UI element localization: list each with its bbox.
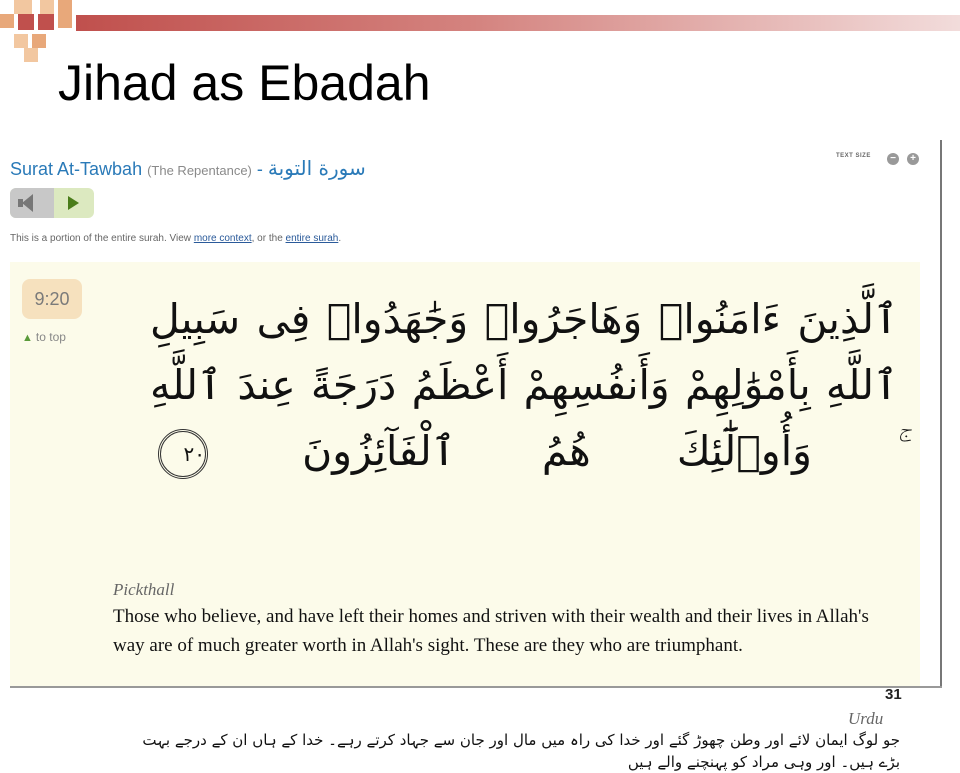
- speaker-icon[interactable]: [10, 188, 54, 218]
- play-icon[interactable]: [68, 196, 79, 210]
- portion-note-middle: , or the: [251, 233, 286, 244]
- decor-square: [58, 0, 72, 14]
- pickthall-label: Pickthall: [113, 580, 175, 599]
- screenshot-border-right: [940, 140, 942, 688]
- text-size-increase-button[interactable]: +: [907, 153, 919, 165]
- screenshot-border-bottom: [10, 686, 942, 688]
- decor-square: [32, 34, 46, 48]
- decor-square: [38, 14, 54, 30]
- decor-square: [40, 0, 54, 14]
- to-top-label: to top: [35, 330, 66, 344]
- decor-square: [58, 14, 72, 28]
- entire-surah-link[interactable]: entire surah: [285, 233, 339, 244]
- text-size-decrease-button[interactable]: −: [887, 153, 899, 165]
- urdu-translation: جو لوگ ایمان لائے اور وطن چھوڑ گئے اور خدا کی راہ میں مال اور جان سے جہاد کرتے رہے۔ خدا کے ہاں ان کے درجے بہت بڑے ہیں۔ اور وہی مراد کو پہنچنے والے ہیں: [142, 731, 900, 771]
- slide-page-number: 31: [885, 686, 902, 703]
- slide-title: Jihad as Ebadah: [58, 55, 431, 111]
- text-size-label: TEXT SIZE: [836, 153, 871, 159]
- surah-header: [10, 156, 366, 180]
- arabic-verse-text: [150, 286, 898, 484]
- arrow-up-icon: ▲: [22, 332, 33, 344]
- verse-number-badge: 9:20: [22, 279, 82, 319]
- title-accent-bar: [76, 15, 960, 31]
- speaker-icon-cone: [22, 194, 33, 212]
- decor-square: [0, 14, 14, 28]
- pickthall-translation: Those who believe, and have left their homes and striven with their wealth and their lives in Allah's way are of much greater worth in Allah's sight. These are they who are triumphant.: [113, 606, 869, 656]
- audio-player: [10, 188, 94, 218]
- surah-arabic-name: سورة التوبة: [267, 156, 366, 180]
- urdu-label: Urdu: [848, 709, 884, 728]
- surah-separator: -: [251, 159, 268, 179]
- portion-note-prefix: This is a portion of the entire surah. View: [10, 233, 194, 244]
- portion-note: [10, 233, 341, 244]
- decor-square: [14, 0, 32, 14]
- decor-square: [18, 14, 34, 30]
- surah-english-name: (The Repentance): [147, 163, 252, 178]
- more-context-link[interactable]: more context: [193, 233, 252, 244]
- arabic-verse-words: ٱلَّذِينَ ءَامَنُوا۟ وَهَاجَرُوا۟ وَجَٰهَدُوا۟ فِى سَبِيلِ ٱللَّهِ بِأَمْوَٰلِهِمْ وَأَنفُسِهِمْ أَعْظَمُ دَرَجَةً عِندَ ٱللَّهِ ۚ وَأُو۟لَٰٓئِكَ هُمُ ٱلْفَآئِزُونَ: [150, 295, 898, 475]
- portion-note-suffix: .: [338, 233, 342, 244]
- surah-name: Surat At-Tawbah: [10, 159, 143, 179]
- ayah-end-marker: ٢٠: [158, 429, 208, 479]
- to-top-link[interactable]: [22, 330, 66, 344]
- decor-square: [24, 48, 38, 62]
- decor-square: [14, 34, 28, 48]
